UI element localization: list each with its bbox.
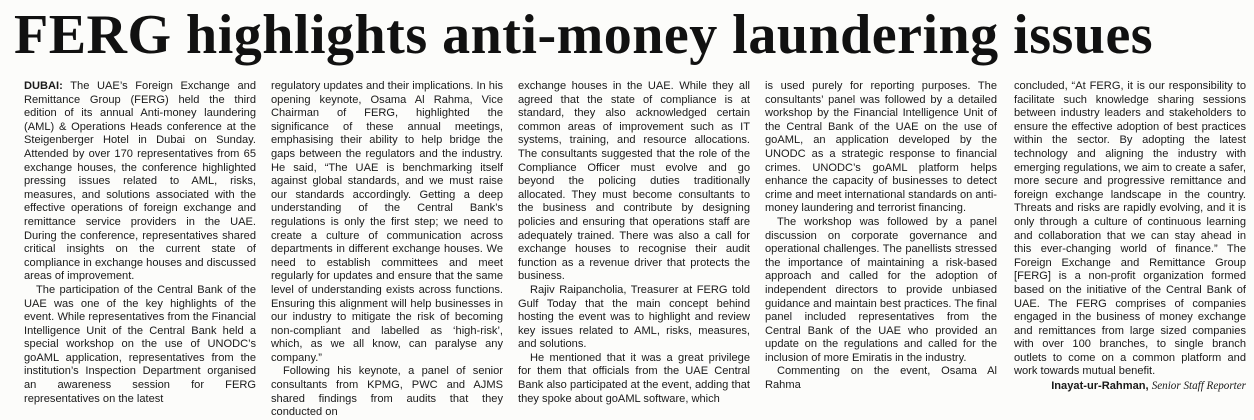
byline xyxy=(1014,380,1246,394)
paragraph: Following his keynote, a panel of senior consultants from KPMG, PWC and AJMS shared findings from audits that they conducted on xyxy=(271,365,503,419)
paragraph-text: The UAE’s Foreign Exchange and Remittance Group (FERG) held the third edition of its annual Anti-money laundering (AML) & Operations Heads conference at the Steigenberger Hotel in Dubai on Sunday. Attended by over 170 representatives from 65 exchange houses, the conference highlighted pressing issues related to AML, risks, measures, and solutions associated with the effective operations of foreign exchange and remittance service providers in the UAE. During the conference, representatives shared critical insights on the current state of compliance in exchange houses and discussed areas of improvement. xyxy=(24,80,256,283)
paragraph: The workshop was followed by a panel discussion on corporate governance and operational challenges. The panellists stressed the importance of maintaining a risk-based approach and called for the adoption of independent directors to provide unbiased guidance and maintain best practices. The final panel included representatives from the Central Bank of the UAE who provided an update on the regulations and called for the inclusion of more Emiratis in the industry. xyxy=(765,215,997,364)
column-2 xyxy=(271,80,503,419)
paragraph xyxy=(24,80,256,284)
column-5 xyxy=(1014,80,1246,396)
paragraph: regulatory updates and their implications. In his opening keynote, Osama Al Rahma, Vice Chairman of FERG, highlighted the significance of these annual meetings, emphasising their ability to help bridge the gaps between the regulators and the industry. He said, “The UAE is benchmarking itself against global standards, and we must raise our standards accordingly. Getting a deep understanding of the Central Bank’s regulations is only the first step; we need to create a culture of communication across departments in different exchange houses. We need to establish committees and meet regularly for updates and ensure that the same level of understanding exists across functions. Ensuring this alignment will help businesses in our industry to mitigate the risk of becoming non-compliant and labelled as ‘high-risk’, which, as we all know, can paralyse any company.” xyxy=(271,80,503,364)
column-3 xyxy=(518,80,750,405)
paragraph: Rajiv Raipancholia, Treasurer at FERG told Gulf Today that the main concept behind hosting the event was to highlight and review key issues related to AML, risks, measures, and solutions. xyxy=(518,283,750,351)
headline: FERG highlights anti-money laundering issues xyxy=(14,4,1154,66)
dateline: DUBAI: xyxy=(24,80,63,92)
article-body xyxy=(24,80,1246,419)
paragraph: concluded, “At FERG, it is our responsibility to facilitate such knowledge sharing sessions between industry leaders and stakeholders to ensure the effective adoption of best practices within the sector. By adopting the latest technology and aligning the industry with emerging regulations, we aim to create a safer, more secure and progressive remittance and foreign exchange landscape in the country. Threats and risks are rapidly evolving, and it is only through a culture of continuous learning and collaboration that we can stay ahead in this ever-changing world of finance.” The Foreign Exchange and Remittance Group [FERG] is a non-profit organization formed based on the initiative of the Central Bank of UAE. The FERG comprises of companies engaged in the business of money exchange and remittances from large sized companies with over 100 branches, to single branch outlets to come on a common platform and work towards mutual benefit. xyxy=(1014,80,1246,378)
byline-role: Senior Staff Reporter xyxy=(1151,380,1246,393)
paragraph: He mentioned that it was a great privilege for them that officials from the UAE Central Bank also participated at the event, adding that they spoke about goAML software, which xyxy=(518,351,750,405)
paragraph: exchange houses in the UAE. While they all agreed that the state of compliance is at standard, they also acknowledged certain common areas of improvement such as IT systems, training, and resource allocations. The consultants suggested that the role of the Compliance Officer must evolve and go beyond the policing duties traditionally allocated. They must become consultants to the business and contribute by designing policies and ensuring that operations staff are adequately trained. There was also a call for exchange houses to recognise their audit function as a revenue driver that protects the business. xyxy=(518,80,750,283)
paragraph: The participation of the Central Bank of the UAE was one of the key highlights of the event. While representatives from the Financial Intelligence Unit of the Central Bank held a special workshop on the use of UNODC’s goAML application, representatives from the institution’s Inspection Department organised an awareness session for FERG representatives on the latest xyxy=(24,283,256,405)
column-4 xyxy=(765,80,997,396)
paragraph: Commenting on the event, Osama Al Rahma xyxy=(765,365,997,392)
paragraph: is used purely for reporting purposes. The consultants’ panel was followed by a detailed workshop by the Financial Intelligence Unit of the Central Bank of the UAE on the use of goAML, an application developed by the UNODC as a strategic response to financial crimes. UNODC’s goAML platform helps enhance the capacity of businesses to detect crime and meet international standards on anti-money laundering and terrorist financing. xyxy=(765,80,997,215)
byline-name: Inayat-ur-Rahman, xyxy=(1051,380,1149,393)
column-1 xyxy=(24,80,256,405)
